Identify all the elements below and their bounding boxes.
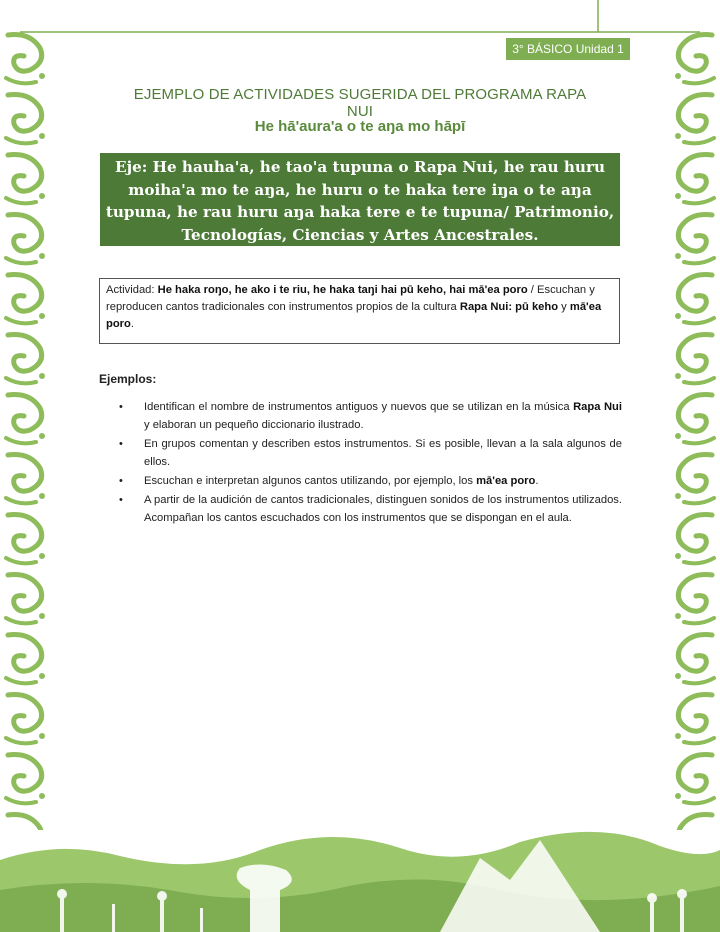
item-bold: mā'ea poro <box>476 475 536 487</box>
footer-landscape-illustration <box>0 820 720 932</box>
examples-title: Ejemplos: <box>99 372 157 386</box>
item-text: En grupos comentan y describen estos instrumentos. Si es posible, llevan a la sala algunos de ellos. <box>144 438 622 468</box>
bullet: • <box>119 475 123 487</box>
eje-box: Eje: He hauha'a, he tao'a tupuna o Rapa Nui, he rau huru moiha'a mo te aŋa, he huru o te haka tere iŋa o te aŋa tupuna, he rau huru aŋa haka tere e te tupuna/ Patrimonio, Tecnologías, Ciencias y Artes Ancestrales. <box>100 153 620 246</box>
activity-rapanui: He haka roŋo, he ako i te riu, he haka taŋi hai pū keho, hai mā'ea poro <box>157 284 528 296</box>
left-border-pattern <box>0 30 52 830</box>
activity-description: / Escuchan y reproducen cantos tradicionales con instrumentos propios de la cultura <box>106 284 595 313</box>
item-text: A partir de la audición de cantos tradicionales, distinguen sonidos de los instrumentos utilizados. Acompañan los cantos escuchados con los instrumentos que se dispongan en el aula. <box>144 494 622 524</box>
list-item <box>99 398 622 434</box>
item-text: Identifican el nombre de instrumentos antiguos y nuevos que se utilizan en la música <box>144 401 574 413</box>
activity-box <box>99 278 620 344</box>
examples-list <box>99 398 622 528</box>
bullet: • <box>119 494 123 506</box>
right-border-pattern <box>668 30 720 830</box>
bullet: • <box>119 438 123 450</box>
activity-end: . <box>130 318 134 330</box>
top-decoration <box>0 0 720 40</box>
document-subtitle: He hā'aura'a o te aŋa mo hāpī <box>254 118 466 135</box>
item-text: Escuchan e interpretan algunos cantos utilizando, por ejemplo, los <box>144 475 477 487</box>
list-item <box>99 472 622 490</box>
document-title: EJEMPLO DE ACTIVIDADES SUGERIDA DEL PROGRAMA RAPA NUI <box>133 86 587 120</box>
bullet: • <box>119 401 123 413</box>
item-text-end: y elaboran un pequeño diccionario ilustrado. <box>144 419 364 431</box>
activity-label: Actividad: <box>106 284 158 296</box>
list-item <box>99 435 622 471</box>
activity-instrument: mā'ea poro <box>106 301 602 330</box>
item-text-end: . <box>535 475 539 487</box>
grade-badge: 3° BÁSICO Unidad 1 <box>506 38 630 60</box>
list-item <box>99 491 622 527</box>
activity-culture: Rapa Nui: pū keho <box>459 301 559 313</box>
activity-and: y <box>558 301 570 313</box>
item-bold: Rapa Nui <box>573 401 622 413</box>
